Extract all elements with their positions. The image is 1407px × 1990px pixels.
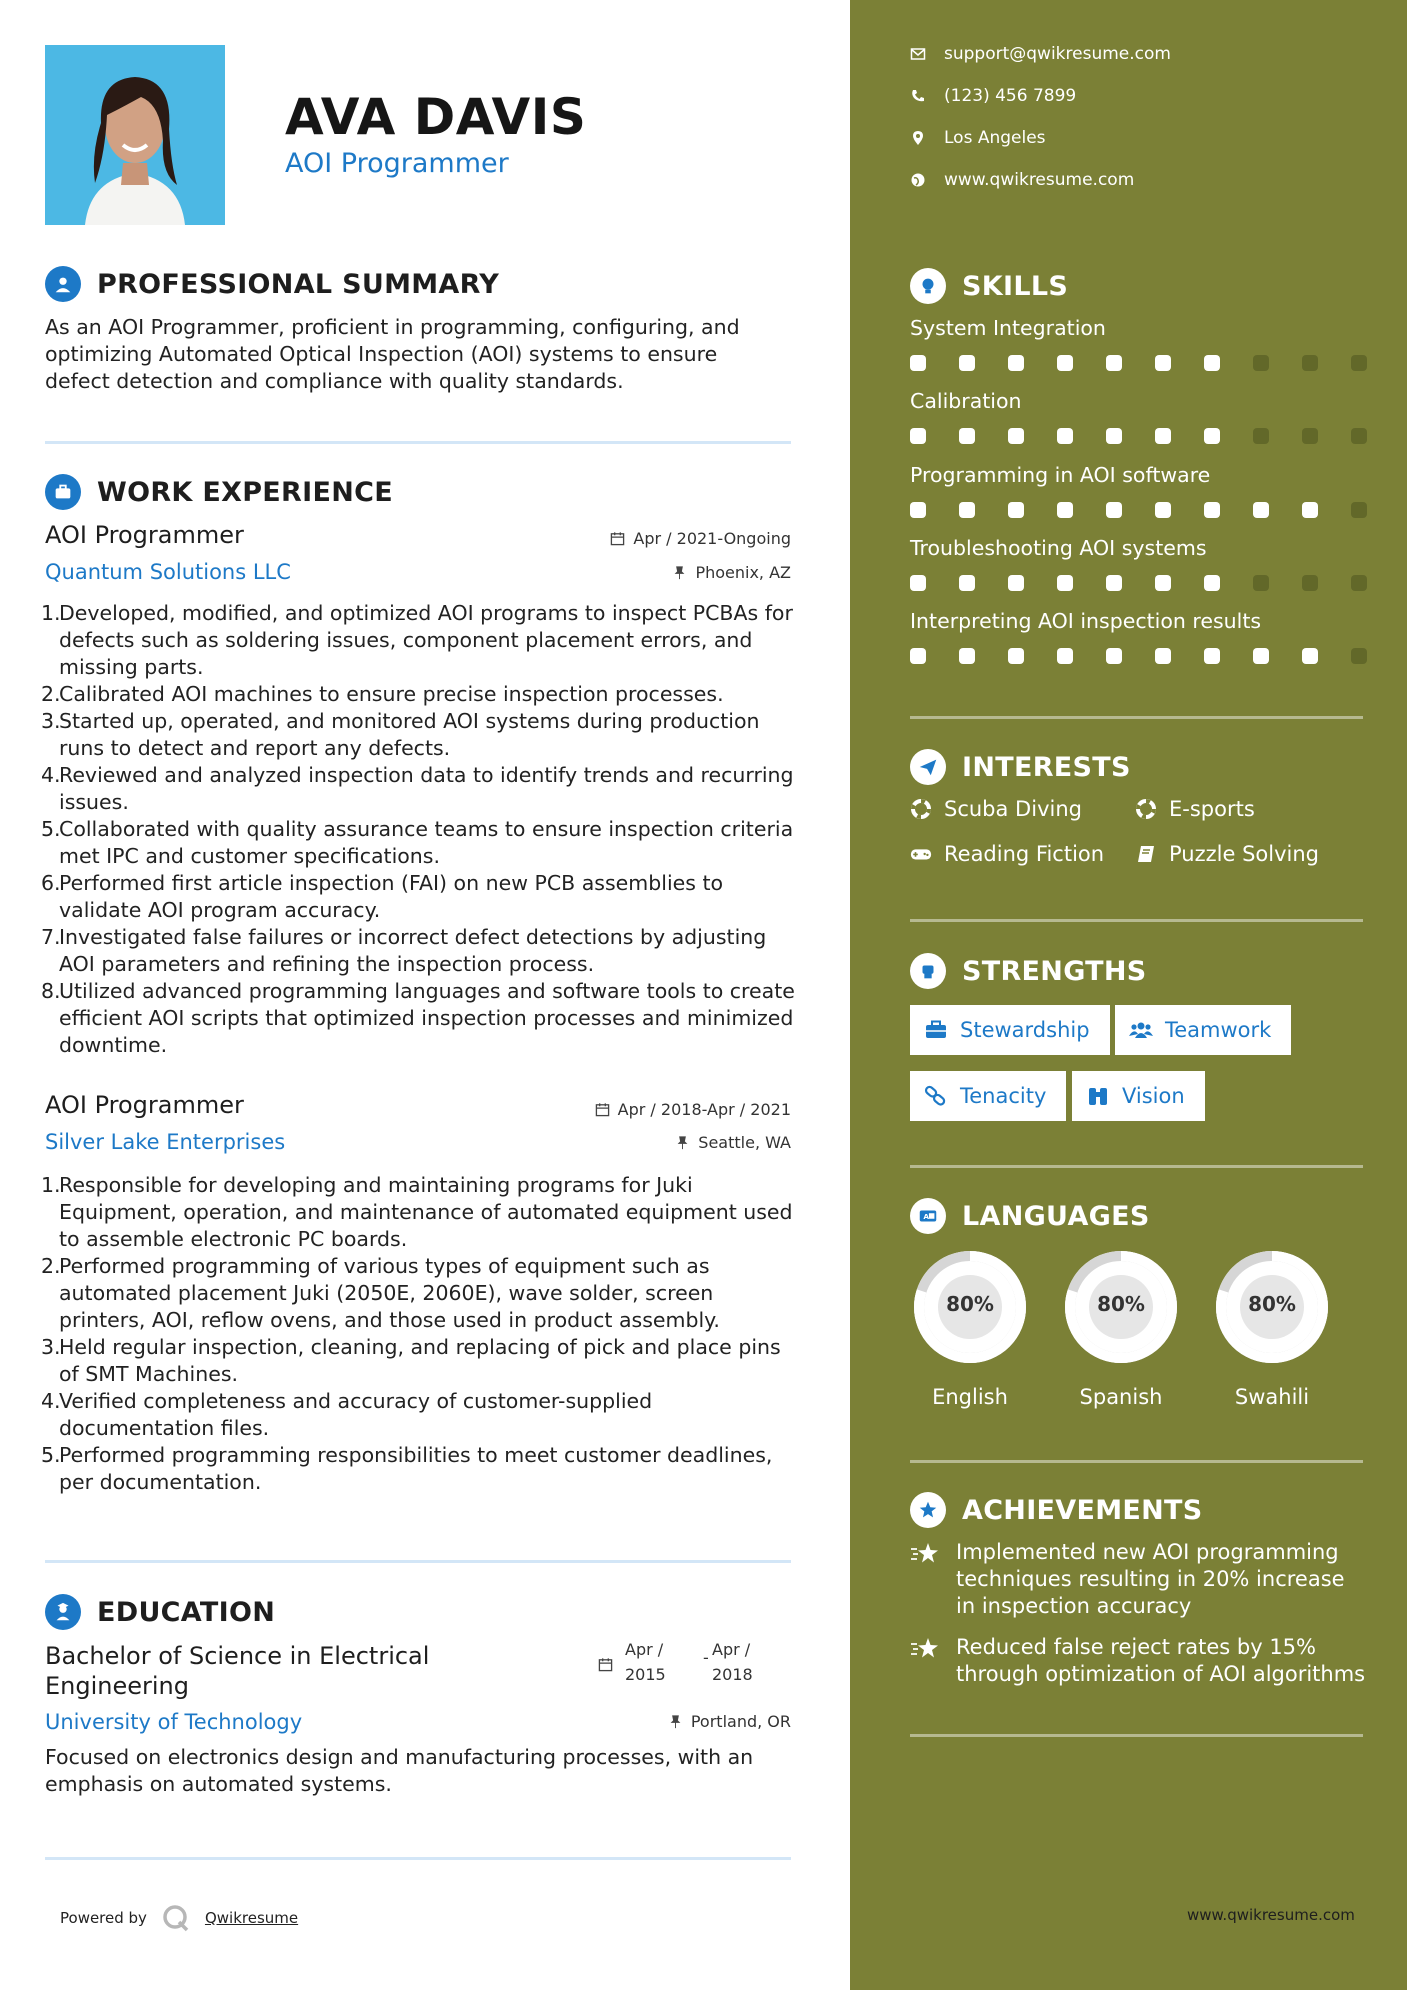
interest-label: Reading Fiction [944, 842, 1105, 866]
degree-line-2: Engineering [45, 1672, 189, 1700]
school-name: University of Technology [45, 1710, 303, 1734]
job-1-title: AOI Programmer [45, 521, 244, 549]
job-2-company: Silver Lake Enterprises [45, 1130, 286, 1154]
interest-item [910, 797, 1082, 821]
calendar-icon [595, 1102, 610, 1117]
skill-dot-filled [1155, 355, 1171, 371]
translate-icon [910, 1198, 946, 1234]
edu-start-month: Apr / [625, 1640, 664, 1659]
summary-text: As an AOI Programmer, proficient in programming, configuring, and optimizing Automated Optical Inspection (AOI) systems to ensure defect detection and compliance with quality standards. [45, 315, 740, 393]
skill-dot-filled [959, 502, 975, 518]
list-item: 3. Started up, operated, and monitored AOI systems during production runs to detect and report any defects. [41, 709, 760, 760]
sidebar-divider [910, 919, 1363, 922]
skill-dot-filled [1057, 355, 1073, 371]
skill-dot-filled [910, 428, 926, 444]
list-item: 7. Investigated false failures or incorrect defect detections by adjusting AOI parameters and refining the inspection process. [41, 925, 767, 976]
skill-dot-filled [1204, 355, 1220, 371]
briefcase-icon [45, 474, 81, 510]
link-icon [924, 1085, 948, 1107]
skill-dot-filled [910, 575, 926, 591]
achievement-text: Reduced false reject rates by 15% through optimization of AOI algorithms [956, 1635, 1366, 1686]
job-1-dates [610, 529, 791, 548]
strength-tag [1115, 1005, 1291, 1055]
interest-label: Puzzle Solving [1169, 842, 1319, 866]
job-1-responsibilities [41, 600, 800, 1059]
book-icon [1135, 843, 1157, 865]
contact-location-text: Los Angeles [944, 128, 1046, 148]
skill-dot-filled [1057, 575, 1073, 591]
skill-dot-filled [910, 648, 926, 664]
award-icon [910, 1492, 946, 1528]
edu-end-month: Apr / [712, 1640, 751, 1659]
edu-end-year: 2018 [712, 1665, 753, 1684]
interest-label: Scuba Diving [944, 797, 1082, 821]
language-percent: 80% [1248, 1292, 1296, 1316]
job-1-dates-text: Apr / 2021-Ongoing [633, 529, 791, 548]
contact-email [910, 44, 1171, 64]
skill-rating [910, 355, 1367, 371]
achievements-heading [910, 1492, 1203, 1528]
skill-dot-filled [1155, 575, 1171, 591]
interest-item [910, 842, 1104, 866]
sidebar-divider [910, 1460, 1363, 1463]
skill-dot-filled [1204, 428, 1220, 444]
interest-item [1135, 842, 1319, 866]
skill-dot-filled [1008, 502, 1024, 518]
paper-plane-icon [910, 749, 946, 785]
interest-label: E-sports [1169, 797, 1255, 821]
skill-dot-empty [1302, 428, 1318, 444]
job-1-location [672, 563, 791, 582]
education-heading [45, 1594, 275, 1630]
edu-date-dash: - [703, 1648, 709, 1667]
summary-title: PROFESSIONAL SUMMARY [97, 268, 500, 300]
skill-dot-empty [1351, 648, 1367, 664]
language-item [1059, 1245, 1183, 1409]
skill-dot-filled [1204, 502, 1220, 518]
binoculars-icon [1086, 1085, 1110, 1107]
list-item: 8. Utilized advanced programming languages and software tools to create efficient AOI scripts that optimized inspection processes and minimized downtime. [41, 979, 795, 1057]
envelope-icon [910, 46, 926, 62]
skill-rating [910, 428, 1367, 444]
education-text: Focused on electronics design and manufacturing processes, with an emphasis on automated systems. [45, 1745, 754, 1796]
summary-heading [45, 266, 499, 302]
strengths-heading [910, 953, 1147, 989]
education-title: EDUCATION [97, 1596, 276, 1628]
skill-dot-filled [1253, 502, 1269, 518]
skill-dot-filled [910, 355, 926, 371]
globe-icon [910, 172, 926, 188]
language-item [908, 1245, 1032, 1409]
list-item: 1. Responsible for developing and maintaining programs for Juki Equipment, operation, and maintenance of automated equipment used to assemble electronic PC boards. [41, 1173, 793, 1251]
skill-dot-filled [1008, 648, 1024, 664]
skill-rating [910, 648, 1367, 664]
skill-name: Troubleshooting AOI systems [910, 536, 1207, 560]
interests-title: INTERESTS [962, 751, 1131, 783]
job-2-title: AOI Programmer [45, 1091, 244, 1119]
powered-by-label: Powered by [60, 1909, 147, 1927]
list-item: 3. Held regular inspection, cleaning, and replacing of pick and place pins of SMT Machines. [41, 1335, 781, 1386]
strength-label: Teamwork [1165, 1018, 1272, 1042]
contact-website [910, 170, 1134, 190]
job-2-responsibilities [41, 1172, 800, 1496]
skill-dot-empty [1351, 502, 1367, 518]
list-item: 5. Performed programming responsibilities to meet customer deadlines, per documentation. [41, 1443, 773, 1494]
language-name: Swahili [1234, 1385, 1310, 1409]
job-2-location-text: Seattle, WA [698, 1133, 791, 1152]
sidebar-divider [910, 716, 1363, 719]
lifebuoy-icon [910, 798, 932, 820]
section-divider [45, 1560, 791, 1563]
education-dates [598, 1640, 753, 1690]
skill-dot-filled [1008, 355, 1024, 371]
skill-dot-filled [959, 428, 975, 444]
skill-rating [910, 575, 1367, 591]
skills-title: SKILLS [962, 270, 1069, 302]
strength-tag [1072, 1071, 1205, 1121]
lifebuoy-icon [1135, 798, 1157, 820]
job-1-location-text: Phoenix, AZ [695, 563, 791, 582]
section-divider [45, 441, 791, 444]
sidebar-divider [910, 1165, 1363, 1168]
lightbulb-icon [910, 268, 946, 304]
skill-dot-empty [1253, 575, 1269, 591]
contact-email-text[interactable]: support@qwikresume.com [944, 44, 1171, 64]
languages-title: LANGUAGES [962, 1200, 1150, 1232]
calendar-icon [598, 1657, 613, 1672]
qwikresume-logo-icon [161, 1903, 191, 1933]
degree [45, 1641, 429, 1701]
contact-website-text[interactable]: www.qwikresume.com [944, 170, 1135, 190]
language-percent: 80% [946, 1292, 994, 1316]
skill-dot-filled [1155, 648, 1171, 664]
skill-dot-empty [1302, 355, 1318, 371]
skill-dot-empty [1253, 428, 1269, 444]
skill-dot-filled [1302, 648, 1318, 664]
graduation-icon [45, 1594, 81, 1630]
contact-phone [910, 86, 1076, 106]
skill-dot-filled [1155, 502, 1171, 518]
pin-icon [672, 565, 687, 580]
achievement-item [910, 1634, 1370, 1688]
profile-photo [45, 45, 225, 225]
contact-location [910, 128, 1046, 148]
skill-dot-empty [1253, 355, 1269, 371]
skill-dot-filled [1155, 428, 1171, 444]
sidebar-divider [910, 1734, 1363, 1737]
skill-dot-filled [1302, 502, 1318, 518]
powered-by [60, 1903, 298, 1933]
skill-rating [910, 502, 1367, 518]
skill-dot-filled [1106, 428, 1122, 444]
star-icon [910, 1541, 942, 1567]
list-item: 5. Collaborated with quality assurance teams to ensure inspection criteria met IPC and customer specifications. [41, 817, 794, 868]
skill-name: Interpreting AOI inspection results [910, 609, 1262, 633]
list-item: 2. Calibrated AOI machines to ensure precise inspection processes. [41, 682, 724, 706]
language-percent: 80% [1097, 1292, 1145, 1316]
achievement-text: Implemented new AOI programming techniques resulting in 20% increase in inspection accuracy [956, 1540, 1345, 1618]
degree-line-1: Bachelor of Science in Electrical [45, 1642, 430, 1670]
contact-phone-text[interactable]: (123) 456 7899 [944, 86, 1077, 106]
skill-dot-filled [959, 355, 975, 371]
candidate-name: AVA DAVIS [285, 88, 587, 146]
interests-heading [910, 749, 1131, 785]
skills-heading [910, 268, 1068, 304]
achievements-title: ACHIEVEMENTS [962, 1494, 1203, 1526]
languages-heading [910, 1198, 1150, 1234]
list-item: 1. Developed, modified, and optimized AOI programs to inspect PCBAs for defects such as soldering issues, component placement errors, and missing parts. [41, 601, 793, 679]
list-item: 4. Verified completeness and accuracy of customer-supplied documentation files. [41, 1389, 653, 1440]
skill-dot-filled [1106, 355, 1122, 371]
skill-dot-empty [1302, 575, 1318, 591]
strength-tag [910, 1071, 1066, 1121]
skill-dot-filled [1204, 648, 1220, 664]
fist-icon [910, 953, 946, 989]
skill-name: Calibration [910, 389, 1022, 413]
skill-dot-empty [1351, 428, 1367, 444]
skill-dot-filled [1106, 575, 1122, 591]
briefcase-icon [924, 1019, 948, 1041]
skill-dot-filled [1106, 648, 1122, 664]
skill-dot-filled [959, 648, 975, 664]
skill-dot-filled [910, 502, 926, 518]
skill-dot-filled [1057, 428, 1073, 444]
pin-icon [668, 1714, 683, 1729]
phone-icon [910, 88, 926, 104]
job-2-dates [595, 1100, 791, 1119]
list-item: 4. Reviewed and analyzed inspection data to identify trends and recurring issues. [41, 763, 794, 814]
skill-dot-filled [1253, 648, 1269, 664]
candidate-role: AOI Programmer [285, 148, 509, 179]
education-location [668, 1712, 791, 1731]
language-name: Spanish [1079, 1385, 1163, 1409]
edu-start-year: 2015 [625, 1665, 666, 1684]
job-1-company: Quantum Solutions LLC [45, 560, 291, 584]
qwikresume-link[interactable]: Qwikresume [204, 1909, 299, 1927]
gamepad-icon [910, 843, 932, 865]
strength-label: Stewardship [960, 1018, 1090, 1042]
users-icon [1129, 1019, 1153, 1041]
svg-text:A: A [923, 1212, 930, 1222]
skill-dot-filled [959, 575, 975, 591]
section-divider [45, 1857, 791, 1860]
footer-website[interactable]: www.qwikresume.com [1187, 1906, 1355, 1924]
strengths-title: STRENGTHS [962, 955, 1147, 987]
language-item [1210, 1245, 1334, 1409]
work-heading [45, 474, 393, 510]
education-location-text: Portland, OR [690, 1712, 791, 1731]
skill-dot-empty [1351, 355, 1367, 371]
skill-dot-empty [1351, 575, 1367, 591]
skill-dot-filled [1057, 648, 1073, 664]
pin-icon [675, 1135, 690, 1150]
skill-dot-filled [1008, 575, 1024, 591]
skill-name: Programming in AOI software [910, 463, 1211, 487]
job-2-dates-text: Apr / 2018-Apr / 2021 [617, 1100, 791, 1119]
skill-dot-filled [1204, 575, 1220, 591]
user-icon [45, 266, 81, 302]
calendar-icon [610, 531, 625, 546]
language-name: English [932, 1385, 1008, 1409]
skill-dot-filled [1106, 502, 1122, 518]
skill-name: System Integration [910, 316, 1106, 340]
strength-label: Vision [1122, 1084, 1185, 1108]
location-pin-icon [910, 130, 926, 146]
star-icon [910, 1636, 942, 1662]
work-title: WORK EXPERIENCE [97, 476, 393, 508]
interest-item [1135, 797, 1255, 821]
list-item: 6. Performed first article inspection (FAI) on new PCB assemblies to validate AOI program accuracy. [41, 871, 724, 922]
job-2-location [675, 1133, 791, 1152]
skill-dot-filled [1057, 502, 1073, 518]
strength-label: Tenacity [960, 1084, 1047, 1108]
strength-tag [910, 1005, 1110, 1055]
achievement-item [910, 1539, 1370, 1620]
list-item: 2. Performed programming of various types of equipment such as automated placement Juki (2050E, 2060E), wave solder, screen printers, AOI, reflow ovens, and those used in product assembly. [41, 1254, 720, 1332]
skill-dot-filled [1008, 428, 1024, 444]
